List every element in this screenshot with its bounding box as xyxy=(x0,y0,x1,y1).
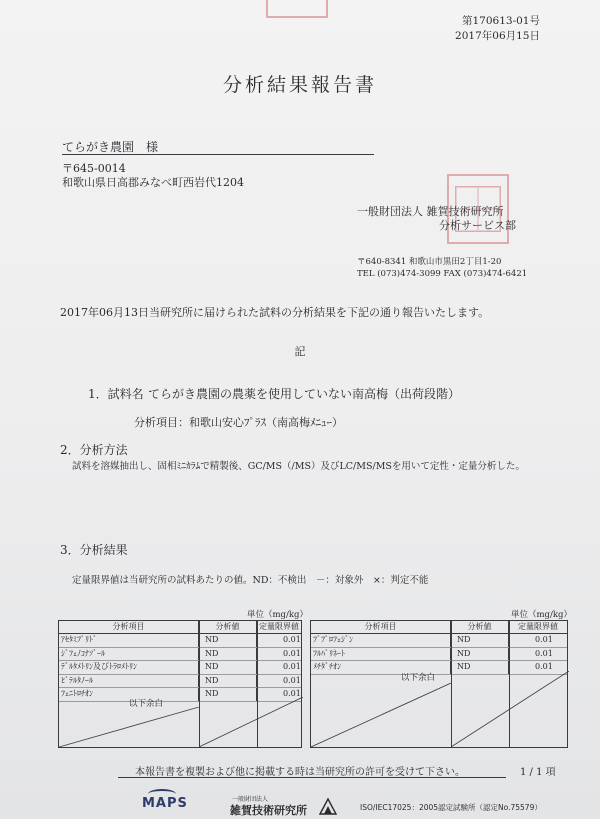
footer-logos xyxy=(142,796,552,818)
results-note: 定量限界値は当研究所の試料あたりの値。ND：不検出 －：対象外 ×：判定不能 xyxy=(72,575,429,586)
col-header-limit: 定量限界値 xyxy=(518,622,558,631)
doc-number: 第170613-01号 xyxy=(462,15,540,27)
cell-item: ﾌｪﾆﾄﾛﾁｵﾝ xyxy=(59,688,199,701)
org-small-label: 一般財団法人 xyxy=(232,796,269,803)
maps-logo: MAPS xyxy=(142,796,188,811)
intro-text: 2017年06月13日当研究所に届けられた試料の分析結果を下記の通り報告いたします。 xyxy=(60,306,490,319)
cell-limit: 0.01 xyxy=(283,635,301,644)
cell-limit: 0.01 xyxy=(283,689,301,698)
issuer-org: 一般財団法人 雑賀技術研究所 xyxy=(357,205,504,218)
section-sample xyxy=(88,385,460,402)
table1-blank-diagonal xyxy=(59,707,199,747)
section-method-heading: 2．分析方法 xyxy=(60,443,128,457)
cell-value: ND xyxy=(199,661,257,674)
table2-blank-diagonal xyxy=(311,683,451,747)
cell-value: ND xyxy=(199,688,257,701)
issuer-contact xyxy=(357,256,527,280)
footer-underline xyxy=(118,777,506,778)
col-header-limit: 定量限界値 xyxy=(259,622,299,631)
table-row xyxy=(311,648,567,662)
recipient-underline xyxy=(62,154,374,155)
table-header xyxy=(311,621,567,634)
accreditation-mark-icon xyxy=(318,796,338,816)
results-table-2 xyxy=(310,620,568,748)
table-header xyxy=(59,621,301,634)
table1-unit: 単位（mg/kg） xyxy=(247,610,308,620)
section-results-heading: 3．分析結果 xyxy=(60,543,128,557)
issuer-block xyxy=(357,205,516,233)
cell-value: ND xyxy=(199,634,257,647)
cell-limit: 0.01 xyxy=(283,648,301,658)
col-header-value: 分析値 xyxy=(451,621,509,633)
doc-date: 2017年06月15日 xyxy=(455,30,540,42)
table-row xyxy=(59,634,301,648)
cell-limit: 0.01 xyxy=(283,662,301,671)
table-row xyxy=(59,648,301,662)
cell-value: ND xyxy=(199,675,257,688)
cell-item: ｼﾞﾌｪﾉｺﾅｿﾞｰﾙ xyxy=(59,648,199,661)
section-sample-heading: 1．試料名 xyxy=(88,387,144,401)
cell-limit: 0.01 xyxy=(283,675,301,685)
recipient-postal: 〒645-0014 xyxy=(62,162,126,175)
analysis-items: 分析項目：和歌山安心ﾌﾟﾗｽ（南高梅ﾒﾆｭｰ） xyxy=(134,416,343,429)
table2-blank-diagonal-2 xyxy=(451,671,569,747)
cell-value: ND xyxy=(451,648,509,661)
cell-item: ﾌﾙﾊﾞﾘﾈｰﾄ xyxy=(311,648,451,661)
recipient-address: 和歌山県日高郡みなべ町西岩代1204 xyxy=(62,176,244,189)
table-row xyxy=(59,675,301,689)
page-number: 1 / 1 項 xyxy=(520,767,556,778)
table1-remaining: 以下余白 xyxy=(129,699,164,709)
doc-header-meta xyxy=(455,14,540,44)
table2-remaining: 以下余白 xyxy=(401,673,436,683)
table1-blank-diagonal-2 xyxy=(199,697,303,747)
iso-accreditation: ISO/IEC17025：2005認定試験所（認定No.75579） xyxy=(360,803,542,812)
page-title: 分析結果報告書 xyxy=(222,74,377,96)
cell-value: ND xyxy=(199,648,257,661)
cell-limit: 0.01 xyxy=(535,662,553,671)
col-header-item: 分析項目 xyxy=(311,621,451,633)
cell-item: ﾒﾁﾀﾞﾁｵﾝ xyxy=(311,661,451,674)
recipient-name: てらがき農園 様 xyxy=(62,140,159,154)
table-row xyxy=(311,634,567,648)
cell-value: ND xyxy=(451,661,509,674)
cell-value: ND xyxy=(451,634,509,647)
table-row xyxy=(59,661,301,675)
cell-limit: 0.01 xyxy=(535,635,553,644)
cell-limit: 0.01 xyxy=(535,648,553,658)
method-text: 試料を溶媒抽出し、固相ﾐﾆｶﾗﾑで精製後、GC/MS（/MS）及びLC/MS/MSを用いて定性・定量分析した。 xyxy=(72,461,525,472)
footer-note: 本報告書を複製および他に掲載する時は当研究所の許可を受けて下さい。 xyxy=(135,767,465,778)
issuer-dept: 分析サービス部 xyxy=(439,219,516,232)
cell-item: ﾃﾞﾙﾀﾒﾄﾘﾝ及びﾄﾗﾛﾒﾄﾘﾝ xyxy=(59,661,199,674)
org-logo-name: 雑賀技術研究所 xyxy=(230,804,307,817)
cell-item: ｱｾﾀﾐﾌﾟﾘﾄﾞ xyxy=(59,634,199,647)
seal-stamp-top xyxy=(266,0,328,18)
col-header-item: 分析項目 xyxy=(59,621,199,633)
cell-item: ﾋﾞﾃﾙﾀﾉｰﾙ xyxy=(59,675,199,688)
table2-unit: 単位（mg/kg） xyxy=(511,610,572,620)
results-table-1 xyxy=(58,620,302,748)
issuer-phone-fax: TEL (073)474-3099 FAX (073)474-6421 xyxy=(357,269,528,279)
sample-name: てらがき農園の農薬を使用していない南高梅（出荷段階） xyxy=(148,387,461,401)
issuer-address: 〒640-8341 和歌山市黒田2丁目1-20 xyxy=(357,257,502,267)
ki-mark: 記 xyxy=(294,345,306,358)
cell-item: ﾌﾞﾌﾟﾛﾌｪｼﾞﾝ xyxy=(311,634,451,647)
col-header-value: 分析値 xyxy=(199,621,257,633)
